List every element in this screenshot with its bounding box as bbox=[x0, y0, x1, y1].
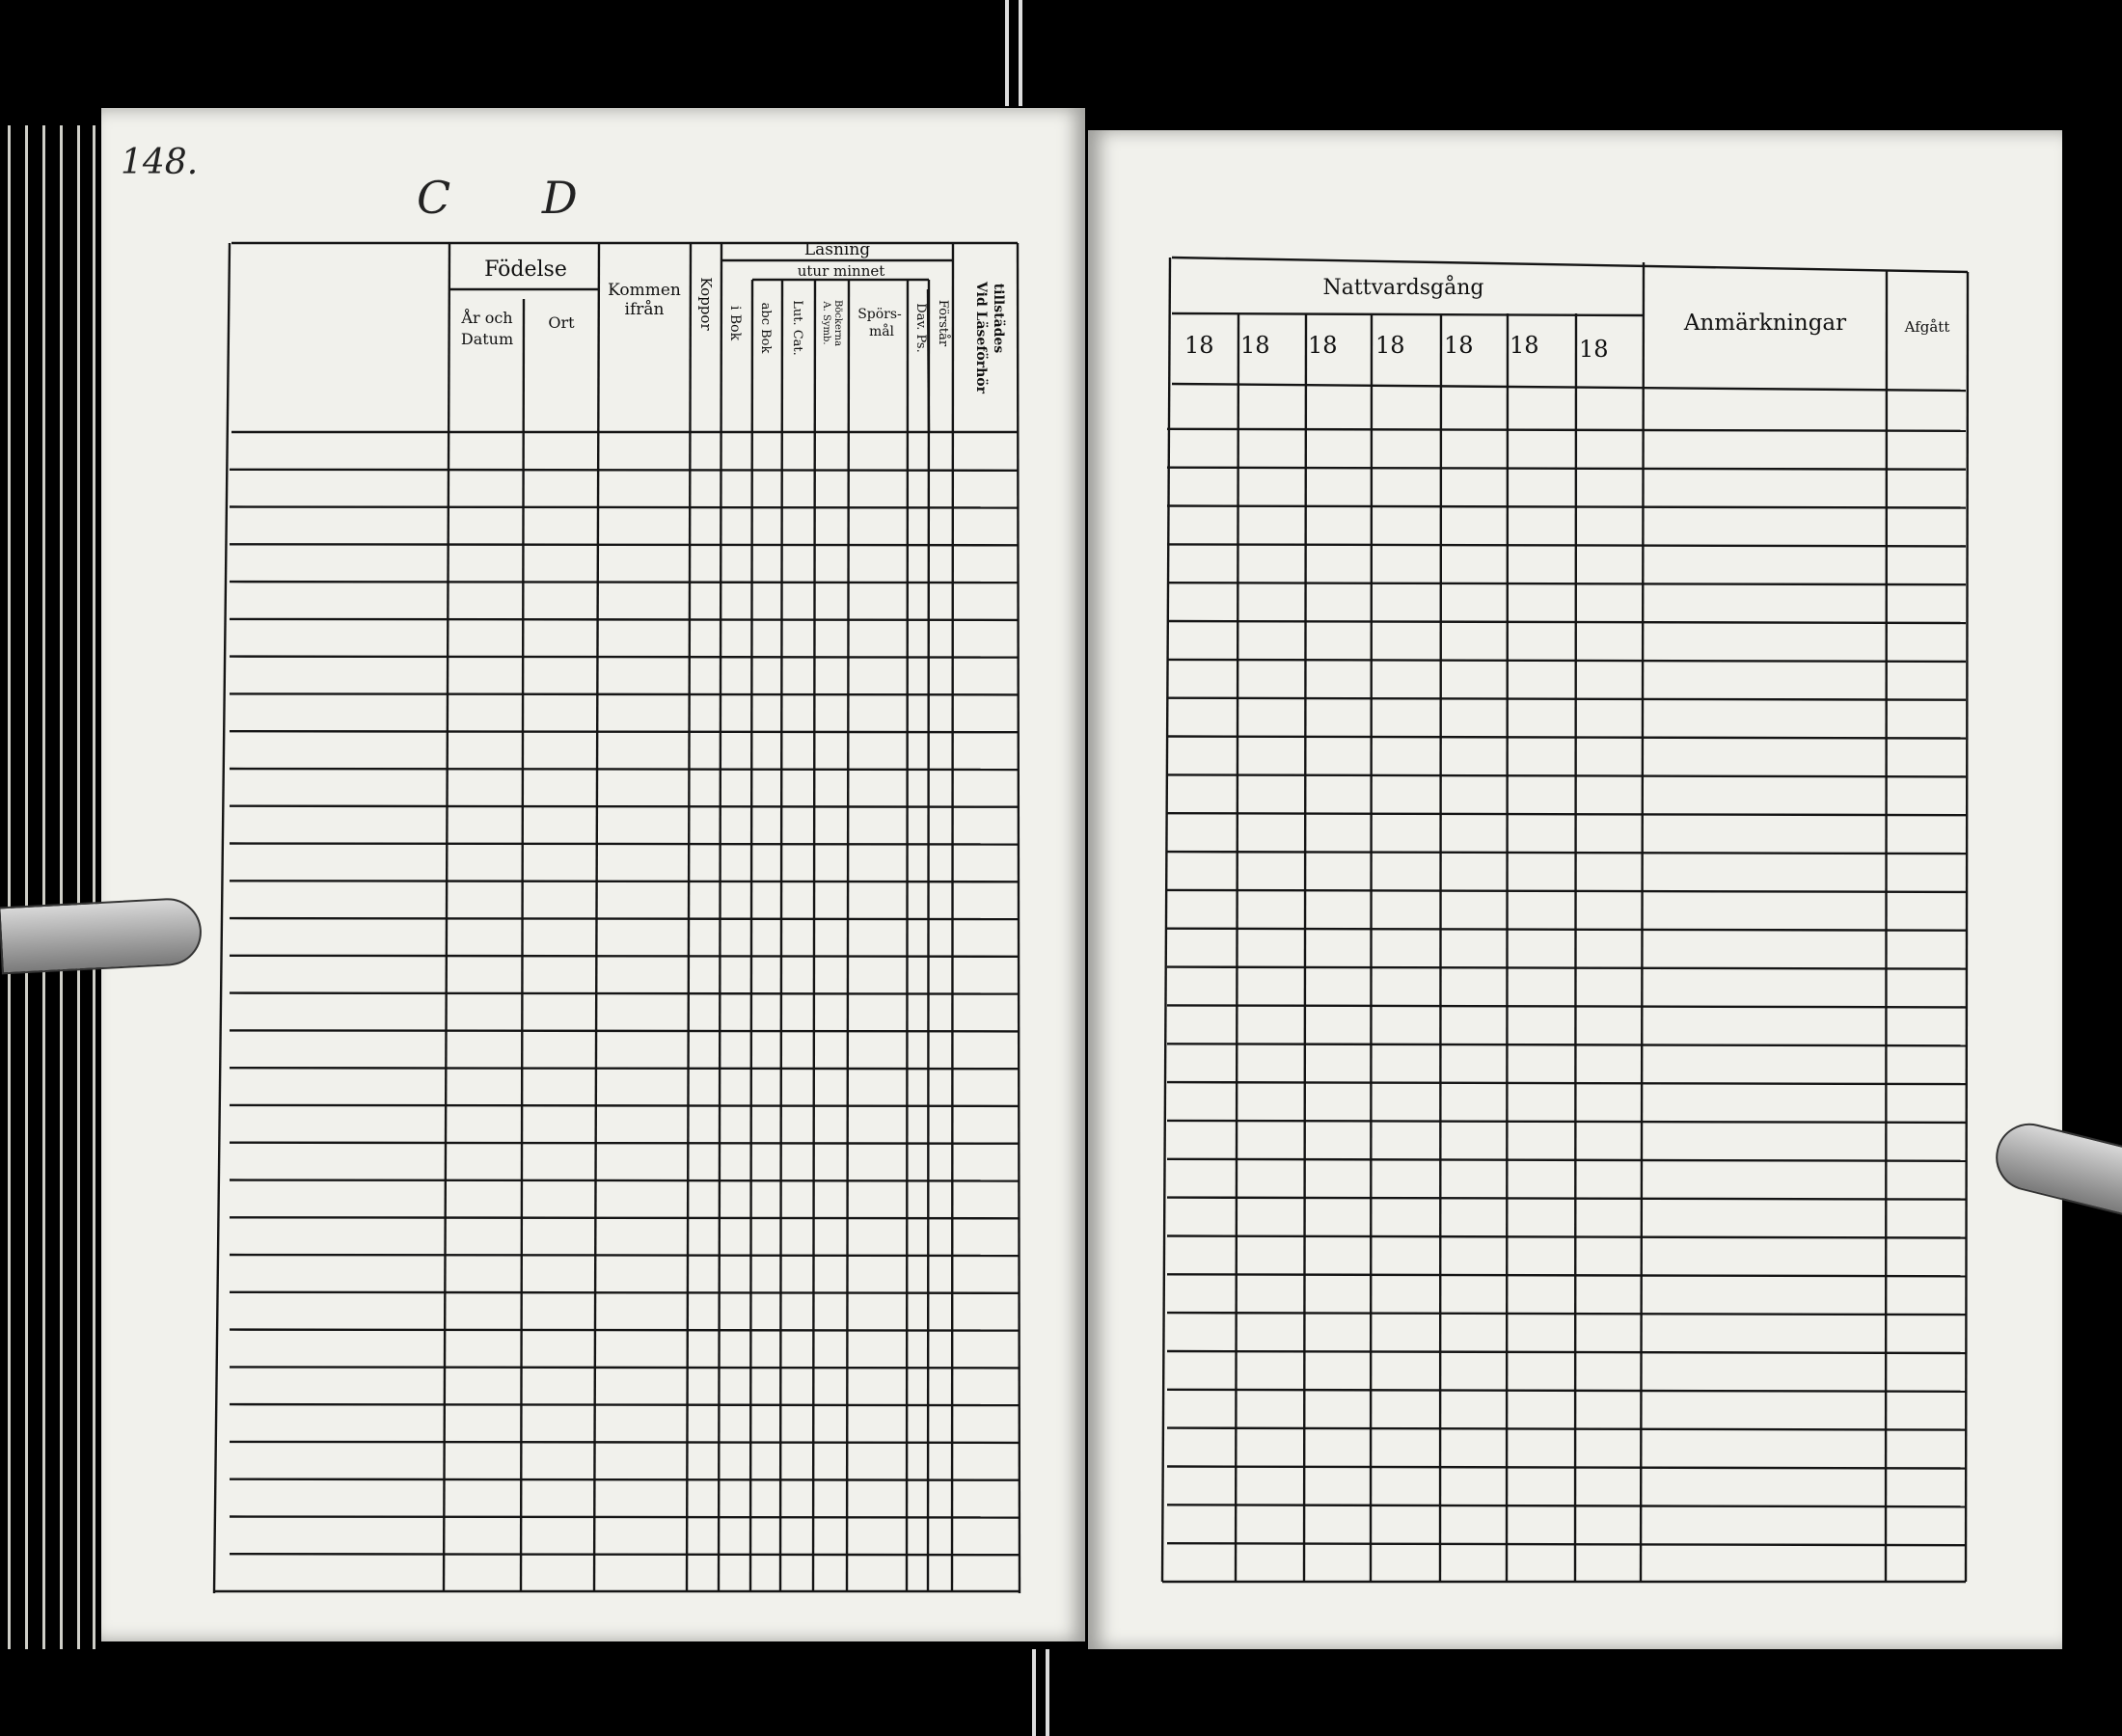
row-rule bbox=[230, 657, 1019, 658]
row-rule bbox=[1167, 1390, 1966, 1392]
lut-cat-label: Lut. Cat. bbox=[790, 300, 804, 356]
row-rule bbox=[1167, 1467, 1966, 1469]
row-rule bbox=[230, 507, 1019, 508]
row-rule bbox=[230, 1517, 1019, 1518]
anmarkningar-header: Anmärkningar bbox=[1683, 311, 1847, 336]
row-rule bbox=[230, 1292, 1019, 1293]
year-cell-6: 18 bbox=[1510, 332, 1539, 359]
tillstades-label: tillstädes bbox=[991, 283, 1006, 354]
row-rule bbox=[1167, 890, 1966, 892]
row-rule bbox=[230, 881, 1019, 882]
forstar-label: Förstår bbox=[936, 299, 950, 347]
year-cell-2: 18 bbox=[1240, 332, 1270, 359]
row-rule bbox=[1167, 1351, 1966, 1353]
year-cell-1: 18 bbox=[1184, 332, 1214, 359]
row-rule bbox=[230, 1554, 1019, 1555]
row-rule bbox=[230, 470, 1019, 471]
row-rule bbox=[1167, 544, 1966, 546]
row-rule bbox=[1167, 1121, 1966, 1123]
row-rule bbox=[1167, 660, 1966, 662]
utur-minnet-header: utur minnet bbox=[797, 262, 885, 280]
row-rule bbox=[230, 1255, 1019, 1256]
lasning-header: Läsning bbox=[803, 240, 871, 259]
sporsmal-label: Spörs- bbox=[857, 307, 902, 322]
row-rule bbox=[1167, 698, 1966, 700]
ifran-label: ifrån bbox=[624, 300, 665, 319]
dav-ps-label: Dav. Ps. bbox=[913, 303, 928, 353]
kommen-label: Kommen bbox=[608, 281, 681, 300]
handwritten-heading: C D bbox=[417, 172, 616, 224]
row-rule bbox=[1167, 1428, 1966, 1430]
koppor-label: Koppor bbox=[697, 277, 715, 331]
nattvardsgang-header: Nattvardsgång bbox=[1322, 276, 1484, 300]
row-rule bbox=[230, 1442, 1019, 1443]
row-rule bbox=[230, 1068, 1019, 1069]
year-cell-5: 18 bbox=[1444, 332, 1474, 359]
row-rule bbox=[230, 582, 1019, 583]
row-rule bbox=[1167, 813, 1966, 815]
row-rule bbox=[230, 731, 1019, 732]
sporsmal-label-2: mål bbox=[868, 324, 895, 339]
row-rule bbox=[230, 1180, 1019, 1181]
abc-bok-label: abc Bok bbox=[758, 302, 773, 354]
row-rule bbox=[1167, 737, 1966, 739]
ort-label: Ort bbox=[548, 313, 575, 332]
row-rule bbox=[230, 1217, 1019, 1218]
row-rule bbox=[230, 806, 1019, 807]
row-rule bbox=[230, 1479, 1019, 1480]
row-rule bbox=[230, 619, 1019, 620]
row-rule bbox=[230, 1105, 1019, 1106]
row-rule bbox=[1167, 967, 1966, 969]
row-rule bbox=[1167, 583, 1966, 584]
row-rule bbox=[230, 844, 1019, 845]
fodelse-header: Födelse bbox=[484, 258, 567, 282]
ar-och-label: År och bbox=[461, 309, 513, 327]
row-rule bbox=[1167, 1044, 1966, 1045]
row-rule bbox=[1167, 1005, 1966, 1007]
row-rule bbox=[230, 1030, 1019, 1031]
row-rule bbox=[1167, 468, 1966, 470]
a-symb-label: A. Symb. bbox=[821, 301, 831, 345]
row-rule bbox=[230, 956, 1019, 957]
row-rule bbox=[1167, 1159, 1966, 1161]
row-rule bbox=[230, 1143, 1019, 1144]
row-rule bbox=[1167, 1505, 1966, 1506]
row-rule bbox=[230, 1367, 1019, 1368]
row-rule bbox=[1167, 621, 1966, 623]
row-rule bbox=[1167, 1274, 1966, 1276]
row-rule bbox=[1167, 852, 1966, 854]
left-table bbox=[214, 240, 1020, 1593]
row-rule bbox=[1167, 1198, 1966, 1200]
afgatt-header: Afgått bbox=[1904, 318, 1950, 336]
page-clip-left bbox=[0, 897, 204, 975]
right-body-rows bbox=[1167, 429, 1966, 1545]
row-rule bbox=[1167, 774, 1966, 776]
row-rule bbox=[1167, 1543, 1966, 1545]
year-cell-7: 18 bbox=[1579, 336, 1609, 363]
i-bok-label: i Bok bbox=[727, 305, 743, 341]
row-rule bbox=[230, 769, 1019, 770]
row-rule bbox=[1167, 1236, 1966, 1238]
row-rule bbox=[1167, 429, 1966, 431]
year-cell-4: 18 bbox=[1375, 332, 1405, 359]
row-rule bbox=[230, 1404, 1019, 1405]
datum-label: Datum bbox=[460, 330, 514, 348]
row-rule bbox=[230, 1330, 1019, 1331]
left-body-rows bbox=[230, 470, 1019, 1555]
a-symb-books-label: Böckerna bbox=[832, 299, 843, 347]
row-rule bbox=[1167, 1313, 1966, 1315]
row-rule bbox=[1167, 506, 1966, 508]
page-number: 148. bbox=[121, 143, 199, 182]
row-rule bbox=[230, 544, 1019, 545]
row-rule bbox=[1167, 929, 1966, 931]
vid-laseforhor-label: Vid Läseförhör bbox=[973, 282, 989, 393]
row-rule bbox=[230, 693, 1019, 694]
year-cell-3: 18 bbox=[1308, 332, 1338, 359]
row-rule bbox=[1167, 1082, 1966, 1084]
right-table bbox=[1162, 258, 1968, 1582]
row-rule bbox=[230, 993, 1019, 994]
row-rule bbox=[230, 918, 1019, 919]
